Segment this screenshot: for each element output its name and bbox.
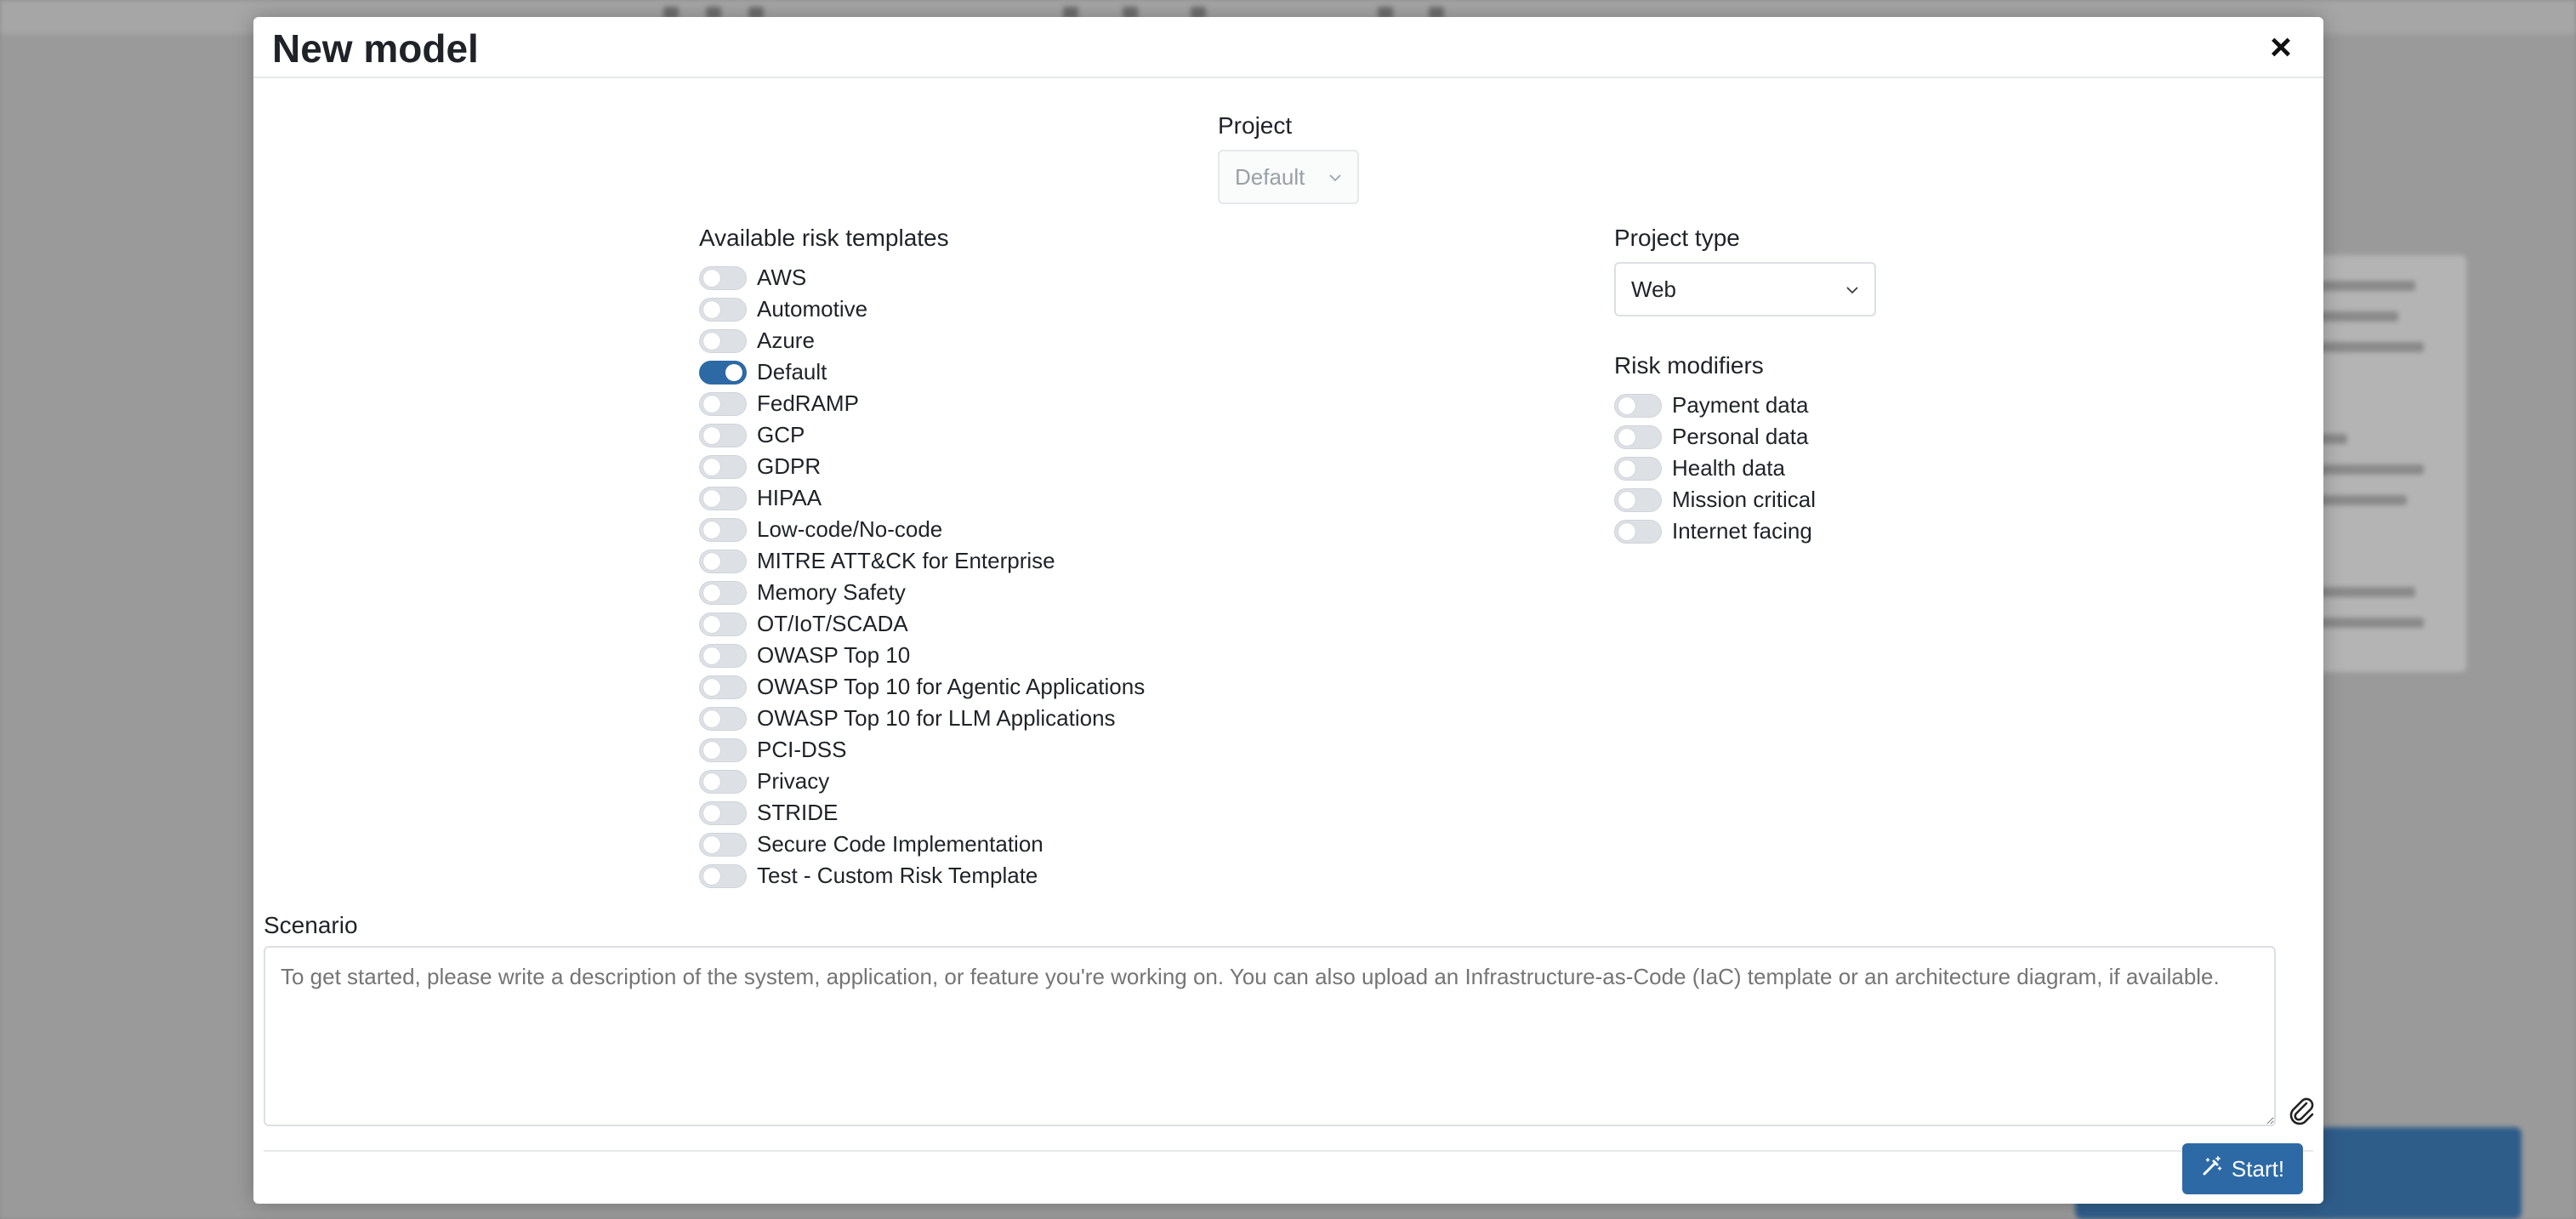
risk-templates-group: [699, 225, 1145, 891]
risk-template-toggle-row[interactable]: [699, 262, 1145, 293]
risk-templates-list: [699, 262, 1145, 891]
risk-template-toggle-label: FedRAMP: [757, 390, 859, 416]
risk-template-toggle-switch[interactable]: [699, 329, 747, 353]
risk-template-toggle-row[interactable]: [699, 388, 1145, 419]
risk-template-toggle-row[interactable]: [699, 293, 1145, 325]
risk-template-toggle-switch[interactable]: [699, 266, 747, 290]
risk-modifier-toggle-label: Internet facing: [1672, 518, 1812, 544]
risk-modifier-toggle-switch[interactable]: [1614, 394, 1662, 418]
risk-template-toggle-row[interactable]: [699, 797, 1145, 829]
risk-template-toggle-label: Memory Safety: [757, 579, 906, 605]
risk-template-toggle-label: Privacy: [757, 768, 830, 794]
risk-modifier-toggle-switch[interactable]: [1614, 520, 1662, 544]
chevron-down-icon: [1328, 168, 1342, 186]
risk-modifier-toggle-row[interactable]: [1614, 421, 1816, 453]
risk-template-toggle-row[interactable]: [699, 734, 1145, 766]
risk-modifier-toggle-row[interactable]: [1614, 453, 1816, 484]
risk-template-toggle-switch[interactable]: [699, 770, 747, 794]
project-type-selected-value: Web: [1631, 276, 1676, 302]
risk-template-toggle-label: OT/IoT/SCADA: [757, 611, 908, 636]
risk-modifier-toggle-row[interactable]: [1614, 390, 1816, 421]
risk-template-toggle-row[interactable]: [699, 640, 1145, 671]
footer-divider: [264, 1150, 2313, 1152]
risk-template-toggle-row[interactable]: [699, 766, 1145, 797]
risk-modifier-toggle-switch[interactable]: [1614, 488, 1662, 512]
risk-template-toggle-switch[interactable]: [699, 612, 747, 636]
project-selected-value: Default: [1235, 163, 1305, 190]
scenario-textarea[interactable]: [264, 946, 2276, 1126]
risk-template-toggle-label: OWASP Top 10 for LLM Applications: [757, 705, 1116, 731]
risk-template-toggle-switch[interactable]: [699, 644, 747, 668]
risk-modifier-toggle-row[interactable]: [1614, 516, 1816, 547]
risk-modifiers-list: [1614, 390, 1816, 547]
risk-template-toggle-switch[interactable]: [699, 738, 747, 762]
risk-template-toggle-label: STRIDE: [757, 800, 839, 825]
risk-template-toggle-label: OWASP Top 10 for Agentic Applications: [757, 674, 1146, 699]
risk-template-toggle-switch[interactable]: [699, 487, 747, 510]
risk-template-toggle-switch[interactable]: [699, 518, 747, 542]
background-text-line: [2313, 281, 2415, 291]
risk-template-toggle-row[interactable]: [699, 514, 1145, 545]
risk-template-toggle-switch[interactable]: [699, 833, 747, 857]
risk-templates-label: Available risk templates: [699, 225, 949, 251]
risk-template-toggle-label: Low-code/No-code: [757, 516, 943, 542]
close-button[interactable]: ×: [2262, 29, 2300, 66]
risk-template-toggle-row[interactable]: [699, 545, 1145, 577]
project-label: Project: [1218, 112, 1293, 139]
risk-template-toggle-label: GCP: [757, 422, 805, 447]
risk-template-toggle-row[interactable]: [699, 671, 1145, 703]
project-type-field: [1614, 225, 1876, 316]
background-text-line: [2313, 618, 2424, 628]
risk-modifier-toggle-label: Personal data: [1672, 424, 1809, 449]
risk-template-toggle-switch[interactable]: [699, 392, 747, 416]
dialog-title: New model: [272, 26, 479, 71]
risk-template-toggle-row[interactable]: [699, 703, 1145, 734]
background-text-line: [2313, 342, 2424, 352]
risk-template-toggle-label: GDPR: [757, 453, 822, 479]
risk-template-toggle-label: OWASP Top 10: [757, 642, 911, 668]
risk-template-toggle-row[interactable]: [699, 419, 1145, 451]
risk-template-toggle-switch[interactable]: [699, 801, 747, 825]
new-model-dialog: [253, 17, 2323, 1204]
paperclip-icon: [2288, 1117, 2315, 1130]
project-type-label: Project type: [1614, 225, 1740, 251]
risk-modifiers-group: [1614, 352, 1816, 547]
risk-template-toggle-switch[interactable]: [699, 455, 747, 479]
risk-template-toggle-switch[interactable]: [699, 550, 747, 573]
risk-template-toggle-label: Test - Custom Risk Template: [757, 863, 1038, 888]
risk-template-toggle-switch[interactable]: [699, 424, 747, 447]
risk-template-toggle-label: MITRE ATT&CK for Enterprise: [757, 548, 1055, 573]
risk-template-toggle-switch[interactable]: [699, 707, 747, 731]
risk-template-toggle-label: HIPAA: [757, 485, 822, 510]
risk-template-toggle-row[interactable]: [699, 860, 1145, 891]
risk-template-toggle-label: PCI-DSS: [757, 737, 847, 762]
risk-template-toggle-switch[interactable]: [699, 298, 747, 322]
risk-template-toggle-row[interactable]: [699, 356, 1145, 388]
risk-template-toggle-row[interactable]: [699, 482, 1145, 514]
risk-template-toggle-label: Secure Code Implementation: [757, 831, 1043, 857]
scenario-label: Scenario: [264, 912, 358, 938]
risk-template-toggle-label: AWS: [757, 265, 807, 290]
background-text-line: [2313, 495, 2407, 505]
risk-modifier-toggle-label: Health data: [1672, 455, 1785, 481]
dialog-header: [253, 17, 2323, 78]
risk-modifier-toggle-switch[interactable]: [1614, 457, 1662, 481]
risk-template-toggle-switch[interactable]: [699, 675, 747, 699]
risk-template-toggle-row[interactable]: [699, 577, 1145, 608]
risk-template-toggle-label: Default: [757, 359, 827, 384]
risk-modifiers-label: Risk modifiers: [1614, 352, 1764, 379]
start-button[interactable]: [2182, 1143, 2303, 1194]
magic-wand-icon: [2201, 1155, 2223, 1183]
start-button-label: Start!: [2231, 1155, 2285, 1182]
chevron-down-icon: [1845, 281, 1859, 299]
risk-modifier-toggle-label: Mission critical: [1672, 487, 1817, 512]
project-select[interactable]: [1218, 150, 1359, 204]
risk-modifier-toggle-label: Payment data: [1672, 392, 1809, 418]
background-text-line: [2313, 587, 2415, 597]
background-text-line: [2313, 311, 2398, 322]
risk-template-toggle-label: Automotive: [757, 296, 868, 322]
risk-template-toggle-row[interactable]: [699, 325, 1145, 356]
attach-file-button[interactable]: [2286, 1096, 2317, 1130]
risk-template-toggle-switch[interactable]: [699, 864, 747, 888]
risk-template-toggle-row[interactable]: [699, 829, 1145, 860]
risk-template-toggle-row[interactable]: [699, 451, 1145, 482]
risk-template-toggle-label: Azure: [757, 328, 815, 353]
background-text-line: [2313, 464, 2424, 475]
project-field: [1218, 112, 1359, 204]
risk-template-toggle-switch[interactable]: [699, 361, 747, 384]
risk-template-toggle-row[interactable]: [699, 608, 1145, 640]
risk-template-toggle-switch[interactable]: [699, 581, 747, 605]
risk-modifier-toggle-switch[interactable]: [1614, 425, 1662, 449]
project-type-select[interactable]: [1614, 262, 1876, 316]
risk-modifier-toggle-row[interactable]: [1614, 484, 1816, 516]
